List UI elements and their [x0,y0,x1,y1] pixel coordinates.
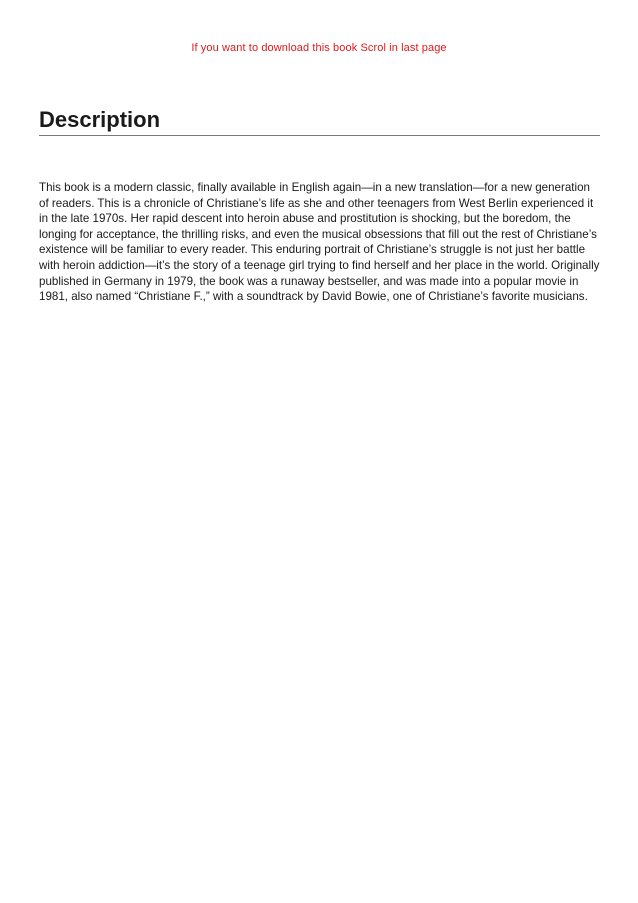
heading-divider [39,135,600,136]
download-notice: If you want to download this book Scrol in last page [191,42,447,54]
description-paragraph: This book is a modern classic, finally available in English again—in a new translation—for a new generation of readers. This is a chronicle of Christiane’s life as she and other teenagers from West Berlin experienced it in the late 1970s. Her rapid descent into heroin abuse and prostitution is shocking, but the boredom, the longing for acceptance, the thrilling risks, and even the musical obsessions that fill out the rest of Christiane’s existence will be familiar to every reader. This enduring portrait of Christiane’s struggle is not just her battle with heroin addiction—it’s the story of a teenage girl trying to find herself and her place in the world. Originally published in Germany in 1979, the book was a runaway bestseller, and was made into a popular movie in 1981, also named “Christiane F.,” with a soundtrack by David Bowie, one of Christiane’s favorite musicians. [39,181,600,304]
section-heading: Description [39,107,161,132]
